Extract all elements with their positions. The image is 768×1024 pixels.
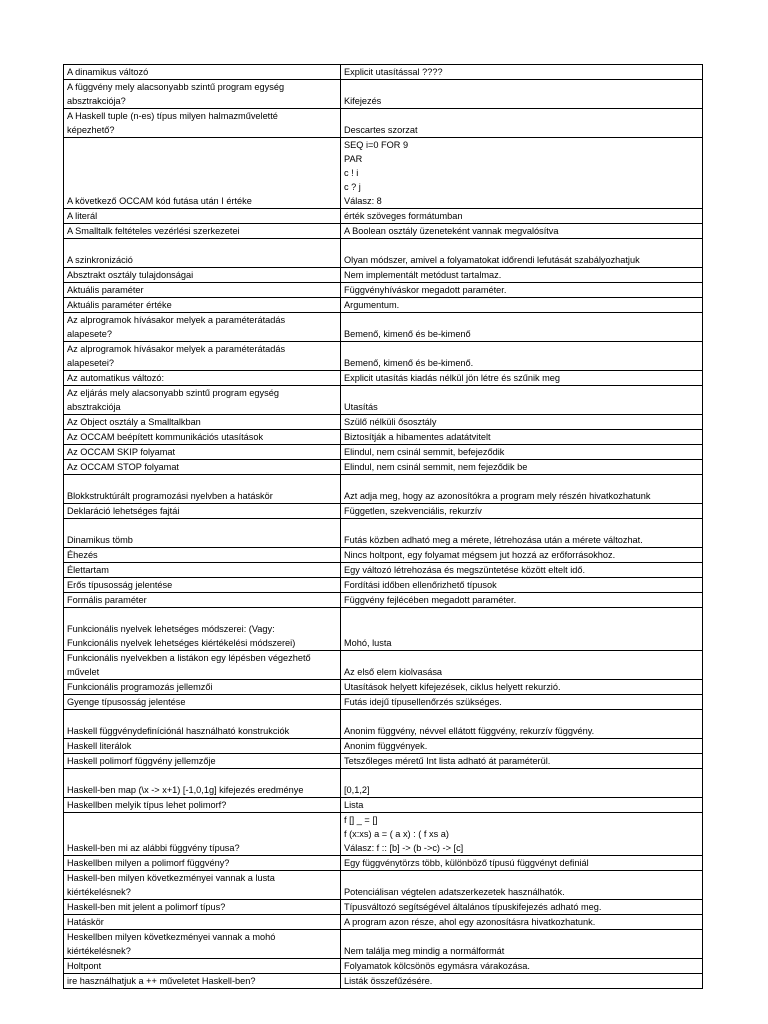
answer-cell — [341, 519, 703, 548]
question-text: Az alprogramok hívásakor melyek a paraméterátadás — [67, 344, 286, 354]
table-row — [64, 974, 703, 989]
question-cell — [64, 930, 341, 959]
answer-cell — [341, 900, 703, 915]
question-text: Holtpont — [67, 961, 102, 971]
question-text: A literál — [67, 211, 98, 221]
answer-text: c ! i — [344, 168, 359, 178]
answer-text: Kifejezés — [344, 96, 382, 106]
answer-cell — [341, 593, 703, 608]
question-cell — [64, 239, 341, 268]
question-cell — [64, 313, 341, 342]
answer-text: Függvény fejlécében megadott paraméter. — [344, 595, 517, 605]
qa-table-body — [64, 65, 703, 989]
question-text: alapesete? — [67, 329, 112, 339]
answer-cell — [341, 386, 703, 415]
table-row — [64, 268, 703, 283]
question-text: A Smalltalk feltételes vezérlési szerkezetei — [67, 226, 240, 236]
answer-text: A program azon része, ahol egy azonosításra hivatkozhatunk. — [344, 917, 596, 927]
answer-text: Egy változó létrehozása és megszüntetése között eltelt idő. — [344, 565, 586, 575]
question-cell — [64, 578, 341, 593]
answer-cell — [341, 475, 703, 504]
table-row — [64, 680, 703, 695]
question-text: Haskell-ben mit jelent a polimorf típus? — [67, 902, 226, 912]
question-text: Funkcionális nyelvekben a listákon egy lépésben végezhető — [67, 653, 311, 663]
question-text: Az OCCAM SKIP folyamat — [67, 447, 176, 457]
answer-text: Nincs holtpont, egy folyamat mégsem jut hozzá az erőforrásokhoz. — [344, 550, 616, 560]
answer-text: Futás idejű típusellenőrzés szükséges. — [344, 697, 502, 707]
table-row — [64, 80, 703, 109]
table-row — [64, 754, 703, 769]
answer-cell — [341, 813, 703, 856]
answer-text: f (x:xs) a = ( a x) : ( f xs a) — [344, 829, 449, 839]
answer-text: Mohó, lusta — [344, 638, 392, 648]
question-cell — [64, 959, 341, 974]
question-cell — [64, 974, 341, 989]
question-text: Az Object osztály a Smalltalkban — [67, 417, 201, 427]
answer-cell — [341, 224, 703, 239]
answer-cell — [341, 65, 703, 80]
table-row — [64, 386, 703, 415]
question-text: Funkcionális programozás jellemzői — [67, 682, 213, 692]
question-text: Hatáskör — [67, 917, 104, 927]
question-text: Funkcionális nyelvek lehetséges kiértékelési módszerei) — [67, 638, 296, 648]
answer-text: Anonim függvények. — [344, 741, 428, 751]
question-text: ire használhatjuk a ++ műveletet Haskell-ben? — [67, 976, 256, 986]
answer-text: Nem implementált metódust tartalmaz. — [344, 270, 502, 280]
question-text: A Haskell tuple (n-es) típus milyen halmazműveletté — [67, 111, 278, 121]
question-cell — [64, 80, 341, 109]
question-cell — [64, 475, 341, 504]
answer-text: Utasítások helyett kifejezések, ciklus helyett rekurzió. — [344, 682, 561, 692]
question-cell — [64, 283, 341, 298]
question-cell — [64, 593, 341, 608]
question-text: A dinamikus változó — [67, 67, 149, 77]
question-cell — [64, 548, 341, 563]
answer-cell — [341, 680, 703, 695]
question-text: A függvény mely alacsonyabb szintű program egység — [67, 82, 285, 92]
answer-text: PAR — [344, 154, 363, 164]
table-row — [64, 415, 703, 430]
answer-text: f [] _ = [] — [344, 815, 378, 825]
question-cell — [64, 460, 341, 475]
table-row — [64, 608, 703, 651]
question-text: Az OCCAM STOP folyamat — [67, 462, 179, 472]
answer-text: Anonim függvény, névvel ellátott függvény, rekurzív függvény. — [344, 726, 595, 736]
question-cell — [64, 65, 341, 80]
answer-cell — [341, 504, 703, 519]
answer-text: Nem találja meg mindig a normálformát — [344, 946, 505, 956]
answer-cell — [341, 430, 703, 445]
question-cell — [64, 651, 341, 680]
question-text: Aktuális paraméter értéke — [67, 300, 172, 310]
question-text: Éhezés — [67, 550, 98, 560]
question-cell — [64, 754, 341, 769]
answer-text: Független, szekvenciális, rekurzív — [344, 506, 482, 516]
answer-text: [0,1,2] — [344, 785, 370, 795]
question-cell — [64, 563, 341, 578]
answer-cell — [341, 856, 703, 871]
table-row — [64, 109, 703, 138]
answer-cell — [341, 608, 703, 651]
question-text: A szinkronizáció — [67, 255, 133, 265]
answer-cell — [341, 239, 703, 268]
table-row — [64, 769, 703, 798]
question-text: alapesetei? — [67, 358, 114, 368]
table-row — [64, 695, 703, 710]
answer-text: Listák összefűzésére. — [344, 976, 433, 986]
question-text: Haskell függvénydefiníciónál használható konstrukciók — [67, 726, 290, 736]
answer-text: Futás közben adható meg a mérete, létrehozása után a mérete változhat. — [344, 535, 643, 545]
answer-text: Azt adja meg, hogy az azonosítókra a program mely részén hivatkozhatunk — [344, 491, 651, 501]
question-cell — [64, 298, 341, 313]
table-row — [64, 504, 703, 519]
answer-cell — [341, 298, 703, 313]
question-text: Haskellben melyik típus lehet polimorf? — [67, 800, 227, 810]
answer-text: Explicit utasítás kiadás nélkül jön létre és szűnik meg — [344, 373, 561, 383]
table-row — [64, 548, 703, 563]
answer-text: Szülő nélküli ősosztály — [344, 417, 437, 427]
question-text: Haskell-ben milyen következményei vannak a lusta — [67, 873, 275, 883]
table-row — [64, 856, 703, 871]
question-cell — [64, 138, 341, 209]
answer-text: Típusváltozó segítségével általános típuskifejezés adható meg. — [344, 902, 602, 912]
question-text: Deklaráció lehetséges fajtái — [67, 506, 180, 516]
table-row — [64, 460, 703, 475]
table-row — [64, 915, 703, 930]
question-cell — [64, 415, 341, 430]
question-cell — [64, 915, 341, 930]
question-cell — [64, 813, 341, 856]
answer-text: Tetszőleges méretű Int lista adható át paraméterül. — [344, 756, 551, 766]
answer-text: Elindul, nem csinál semmit, befejeződik — [344, 447, 505, 457]
table-row — [64, 298, 703, 313]
question-cell — [64, 769, 341, 798]
answer-cell — [341, 798, 703, 813]
question-cell — [64, 871, 341, 900]
answer-cell — [341, 578, 703, 593]
question-text: művelet — [67, 667, 100, 677]
table-row — [64, 430, 703, 445]
table-row — [64, 578, 703, 593]
answer-cell — [341, 209, 703, 224]
answer-text: Egy függvénytörzs több, különböző típusú függvényt definiál — [344, 858, 589, 868]
question-text: Absztrakt osztály tulajdonságai — [67, 270, 194, 280]
table-row — [64, 563, 703, 578]
answer-cell — [341, 871, 703, 900]
table-row — [64, 959, 703, 974]
answer-text: Descartes szorzat — [344, 125, 418, 135]
question-cell — [64, 504, 341, 519]
answer-cell — [341, 268, 703, 283]
table-row — [64, 65, 703, 80]
table-row — [64, 930, 703, 959]
table-row — [64, 871, 703, 900]
answer-text: Argumentum. — [344, 300, 400, 310]
question-text: Az automatikus változó: — [67, 373, 165, 383]
question-text: Formális paraméter — [67, 595, 147, 605]
question-cell — [64, 680, 341, 695]
table-row — [64, 593, 703, 608]
answer-text: c ? j — [344, 182, 361, 192]
answer-cell — [341, 710, 703, 739]
question-text: Gyenge típusosság jelentése — [67, 697, 186, 707]
question-cell — [64, 209, 341, 224]
answer-cell — [341, 415, 703, 430]
question-text: Aktuális paraméter — [67, 285, 144, 295]
answer-text: Válasz: 8 — [344, 196, 382, 206]
answer-text: Fordítási időben ellenőrizhető típusok — [344, 580, 497, 590]
answer-cell — [341, 754, 703, 769]
question-cell — [64, 798, 341, 813]
question-text: Haskell literálok — [67, 741, 132, 751]
answer-cell — [341, 109, 703, 138]
answer-cell — [341, 930, 703, 959]
answer-cell — [341, 445, 703, 460]
question-text: Élettartam — [67, 565, 109, 575]
answer-cell — [341, 460, 703, 475]
question-text: Haskellben milyen a polimorf függvény? — [67, 858, 230, 868]
table-row — [64, 313, 703, 342]
table-row — [64, 224, 703, 239]
answer-text: Bemenő, kimenő és be-kimenő. — [344, 358, 474, 368]
table-row — [64, 519, 703, 548]
question-cell — [64, 856, 341, 871]
question-text: Haskell polimorf függvény jellemzője — [67, 756, 216, 766]
table-row — [64, 475, 703, 504]
question-cell — [64, 695, 341, 710]
table-row — [64, 209, 703, 224]
answer-text: Elindul, nem csinál semmit, nem fejeződik be — [344, 462, 528, 472]
answer-text: Olyan módszer, amivel a folyamatokat időrendi lefutását szabályozhatjuk — [344, 255, 640, 265]
answer-text: Explicit utasítással ???? — [344, 67, 443, 77]
question-text: kiértékelésnek? — [67, 887, 131, 897]
question-text: Haskell-ben mi az alábbi függvény típusa? — [67, 843, 240, 853]
answer-text: A Boolean osztály üzeneteként vannak megvalósítva — [344, 226, 559, 236]
question-text: Funkcionális nyelvek lehetséges módszerei: (Vagy: — [67, 624, 275, 634]
answer-text: Bemenő, kimenő és be-kimenő — [344, 329, 471, 339]
answer-text: Folyamatok kölcsönös egymásra várakozása. — [344, 961, 530, 971]
question-cell — [64, 371, 341, 386]
question-text: absztrakciója — [67, 402, 121, 412]
question-cell — [64, 386, 341, 415]
answer-cell — [341, 548, 703, 563]
question-text: Az eljárás mely alacsonyabb szintű program egység — [67, 388, 279, 398]
question-text: absztrakciója? — [67, 96, 126, 106]
answer-cell — [341, 739, 703, 754]
question-text: Az OCCAM beépített kommunikációs utasítások — [67, 432, 264, 442]
answer-text: Biztosítják a hibamentes adatátvitelt — [344, 432, 491, 442]
question-text: Az alprogramok hívásakor melyek a paraméterátadás — [67, 315, 286, 325]
question-cell — [64, 109, 341, 138]
question-text: Heskellben milyen következményei vannak a mohó — [67, 932, 276, 942]
question-cell — [64, 900, 341, 915]
question-cell — [64, 739, 341, 754]
table-row — [64, 739, 703, 754]
table-row — [64, 239, 703, 268]
table-row — [64, 798, 703, 813]
answer-cell — [341, 769, 703, 798]
table-row — [64, 651, 703, 680]
answer-text: Potenciálisan végtelen adatszerkezetek használhatók. — [344, 887, 565, 897]
answer-text: Válasz: f :: [b] -> (b ->c) -> [c] — [344, 843, 464, 853]
answer-text: érték szöveges formátumban — [344, 211, 463, 221]
table-row — [64, 445, 703, 460]
answer-cell — [341, 915, 703, 930]
answer-cell — [341, 138, 703, 209]
question-text: képezhető? — [67, 125, 115, 135]
table-row — [64, 813, 703, 856]
qa-table — [63, 64, 703, 989]
question-text: Dinamikus tömb — [67, 535, 133, 545]
table-row — [64, 900, 703, 915]
answer-cell — [341, 283, 703, 298]
answer-text: Az első elem kiolvasása — [344, 667, 443, 677]
answer-cell — [341, 695, 703, 710]
question-text: Haskell-ben map (\x -> x+1) [-1,0,1g] kifejezés eredménye — [67, 785, 304, 795]
question-cell — [64, 342, 341, 371]
question-text: A következő OCCAM kód futása után I értéke — [67, 196, 252, 206]
question-cell — [64, 608, 341, 651]
question-text: Blokkstruktúrált programozási nyelvben a hatáskör — [67, 491, 273, 501]
answer-cell — [341, 371, 703, 386]
question-cell — [64, 445, 341, 460]
answer-cell — [341, 974, 703, 989]
question-cell — [64, 519, 341, 548]
table-row — [64, 710, 703, 739]
question-text: Erős típusosság jelentése — [67, 580, 173, 590]
answer-cell — [341, 959, 703, 974]
question-cell — [64, 268, 341, 283]
answer-cell — [341, 342, 703, 371]
question-cell — [64, 430, 341, 445]
answer-cell — [341, 563, 703, 578]
table-row — [64, 371, 703, 386]
table-row — [64, 138, 703, 209]
answer-cell — [341, 313, 703, 342]
table-row — [64, 342, 703, 371]
answer-cell — [341, 80, 703, 109]
table-row — [64, 283, 703, 298]
question-cell — [64, 224, 341, 239]
answer-text: Lista — [344, 800, 364, 810]
answer-text: SEQ i=0 FOR 9 — [344, 140, 409, 150]
answer-text: Utasítás — [344, 402, 378, 412]
question-cell — [64, 710, 341, 739]
question-text: kiértékelésnek? — [67, 946, 131, 956]
answer-text: Függvényhíváskor megadott paraméter. — [344, 285, 507, 295]
answer-cell — [341, 651, 703, 680]
